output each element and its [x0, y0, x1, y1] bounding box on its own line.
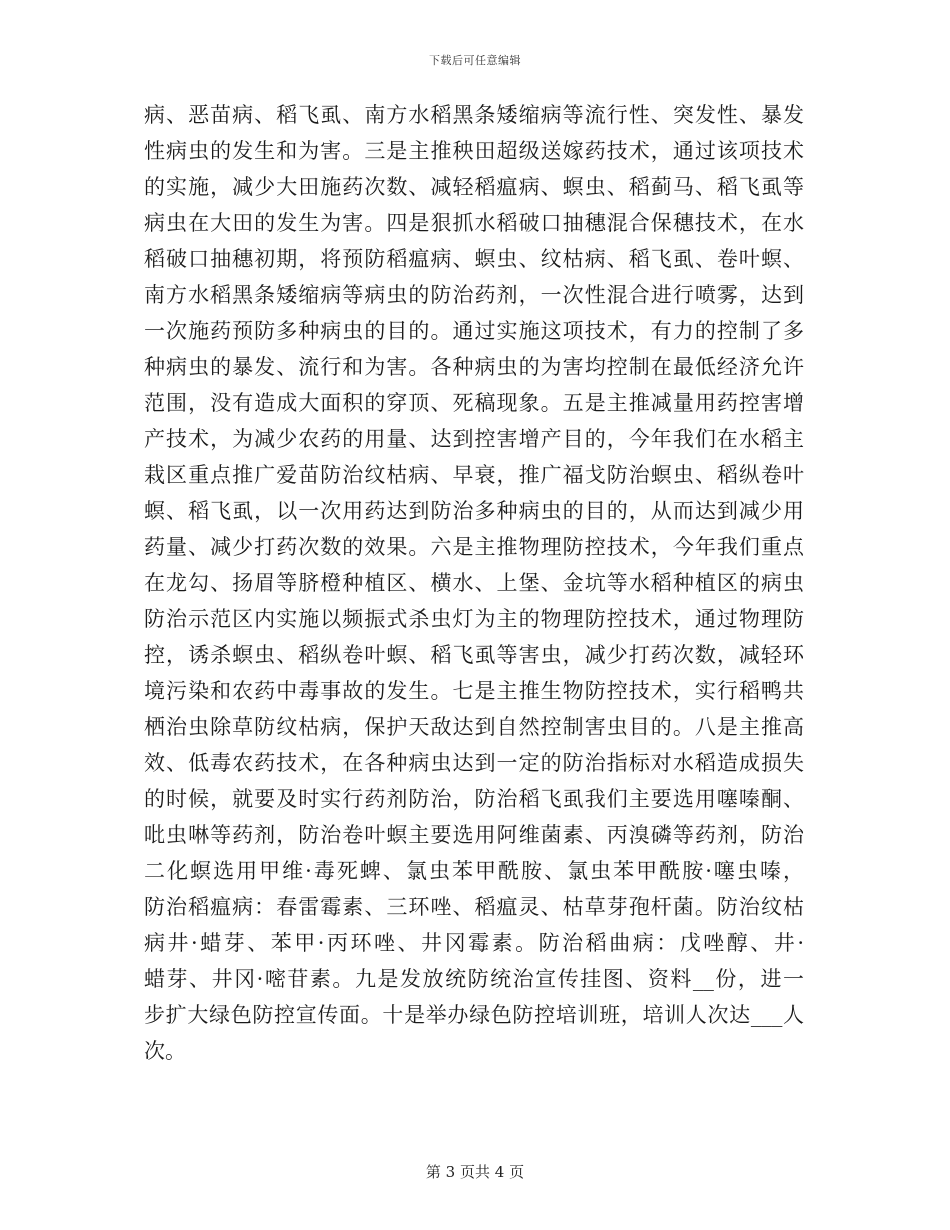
text-line: 病井·蜡芽、苯甲·丙环唑、井冈霉素。防治稻曲病：戊唑醇、井·: [144, 931, 804, 955]
text-line: 一次施药预防多种病虫的目的。通过实施这项技术，有力的控制了多: [144, 319, 804, 343]
text-line: 境污染和农药中毒事故的发生。七是主推生物防控技术，实行稻鸭共: [144, 679, 804, 703]
text-line: 防治示范区内实施以频振式杀虫灯为主的物理防控技术，通过物理防: [144, 607, 804, 631]
text-line: 在龙勾、扬眉等脐橙种植区、横水、上堡、金坑等水稻种植区的病虫: [144, 571, 804, 595]
text-line: 稻破口抽穗初期，将预防稻瘟病、螟虫、纹枯病、稻飞虱、卷叶螟、: [144, 247, 804, 271]
text-line: 范围，没有造成大面积的穿顶、死稿现象。五是主推减量用药控害增: [144, 391, 804, 415]
text-line: 病、恶苗病、稻飞虱、南方水稻黑条矮缩病等流行性、突发性、暴发: [144, 103, 804, 127]
text-line: 产技术，为减少农药的用量、达到控害增产目的，今年我们在水稻主: [144, 427, 804, 451]
text-line: 防治稻瘟病：春雷霉素、三环唑、稻瘟灵、枯草芽孢杆菌。防治纹枯: [144, 895, 804, 919]
text-line: 螟、稻飞虱，以一次用药达到防治多种病虫的目的，从而达到减少用: [144, 499, 804, 523]
text-line: 病虫在大田的发生为害。四是狠抓水稻破口抽穗混合保穗技术，在水: [144, 211, 804, 235]
text-line: 控，诱杀螟虫、稻纵卷叶螟、稻飞虱等害虫，减少打药次数，减轻环: [144, 643, 804, 667]
text-line: 栽区重点推广爱苗防治纹枯病、早衰，推广福戈防治螟虫、稻纵卷叶: [144, 463, 804, 487]
text-line: 效、低毒农药技术，在各种病虫达到一定的防治指标对水稻造成损失: [144, 751, 804, 775]
text-line: 二化螟选用甲维·毒死蜱、氯虫苯甲酰胺、氯虫苯甲酰胺·噻虫嗪，: [144, 859, 804, 883]
text-line: 南方水稻黑条矮缩病等病虫的防治药剂，一次性混合进行喷雾，达到: [144, 283, 804, 307]
page-header: 下载后可任意编辑: [429, 54, 521, 67]
text-line: 次。: [144, 1039, 186, 1063]
text-line: 的时候，就要及时实行药剂防治，防治稻飞虱我们主要选用噻嗪酮、: [144, 787, 804, 811]
text-line: 药量、减少打药次数的效果。六是主推物理防控技术，今年我们重点: [144, 535, 804, 559]
body-text: [144, 97, 804, 1069]
text-line: 性病虫的发生和为害。三是主推秧田超级送嫁药技术，通过该项技术: [144, 139, 804, 163]
page-number: 第 3 页共 4 页: [425, 1163, 525, 1181]
text-line: 蜡芽、井冈·嘧苷素。九是发放统防统治宣传挂图、资料__份，进一: [144, 967, 804, 991]
text-line: 的实施，减少大田施药次数、减轻稻瘟病、螟虫、稻蓟马、稻飞虱等: [144, 175, 804, 199]
text-line: 栖治虫除草防纹枯病，保护天敌达到自然控制害虫目的。八是主推高: [144, 715, 804, 739]
text-line: 步扩大绿色防控宣传面。十是举办绿色防控培训班，培训人次达___人: [144, 1003, 804, 1027]
text-line: 种病虫的暴发、流行和为害。各种病虫的为害均控制在最低经济允许: [144, 355, 804, 379]
text-line: 吡虫啉等药剂，防治卷叶螟主要选用阿维菌素、丙溴磷等药剂，防治: [144, 823, 804, 847]
